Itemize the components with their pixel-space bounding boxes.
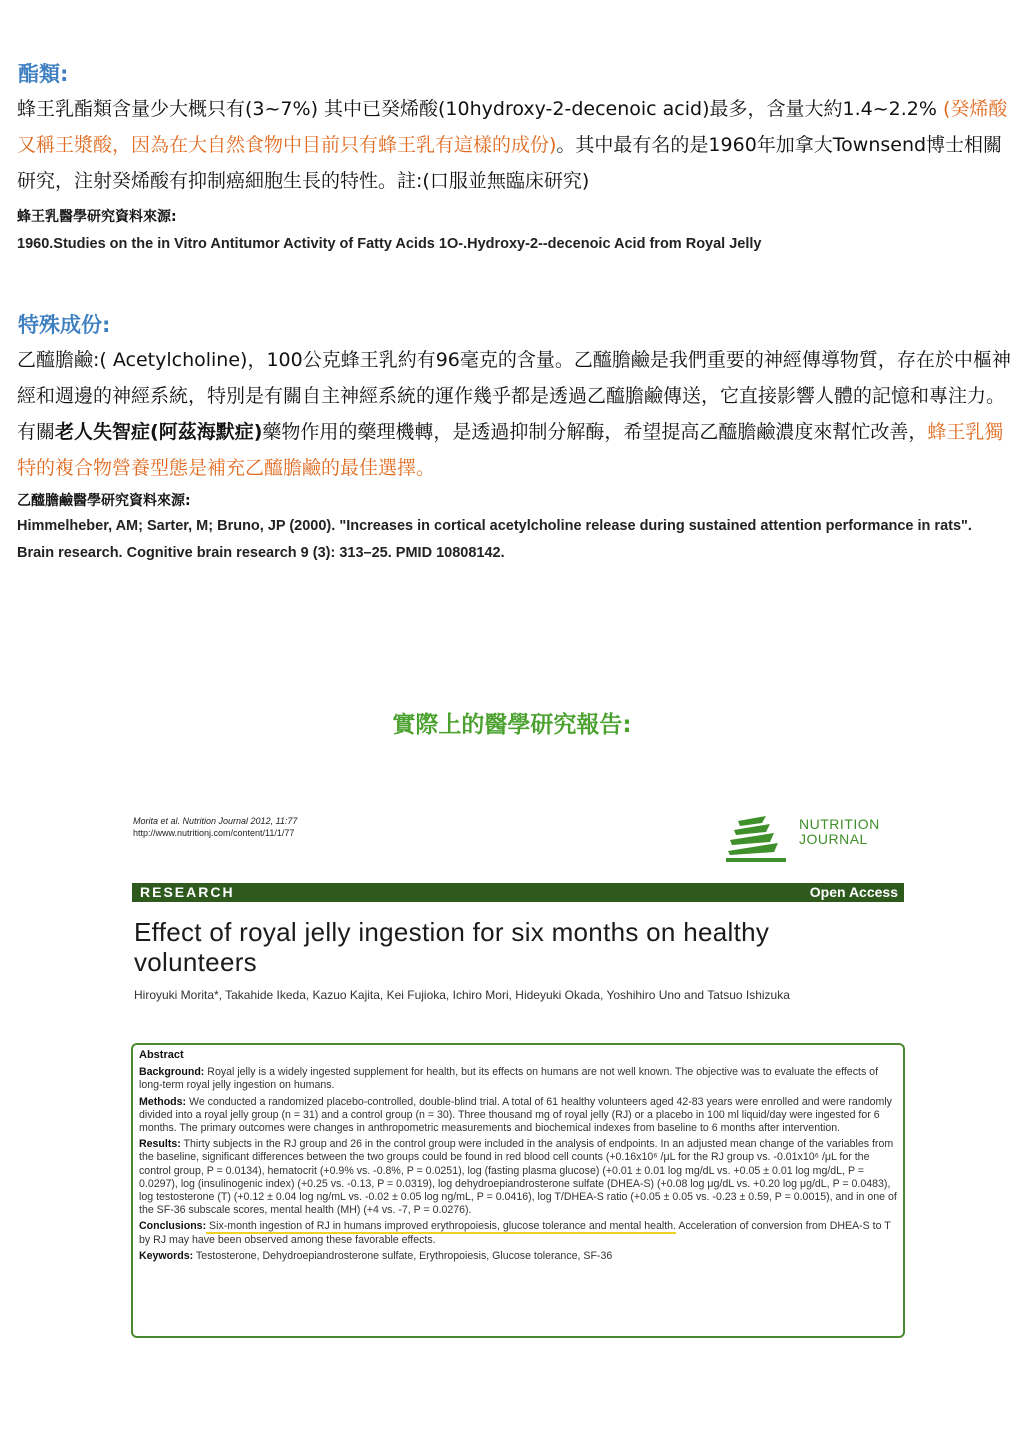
esters-text-a: 蜂王乳酯類含量少大概只有(3~7%) 其中已癸烯酸(10hydroxy-2-decenoic acid)最多，含量大約1.4~2.2%	[17, 98, 943, 120]
research-bar	[132, 883, 904, 902]
acetylcholine-text-highlight: 蜂王乳獨特的複合物營養型態是補充乙醯膽鹼的最佳選擇。	[17, 421, 1004, 479]
paper-authors: Hiroyuki Morita*, Takahide Ikeda, Kazuo Kajita, Kei Fujioka, Ichiro Mori, Hideyuki Okada, Yoshihiro Uno and Tatsuo Ishizuka	[134, 988, 790, 1002]
acetylcholine-text-b: 藥物作用的藥理機轉，是透過抑制分解酶，希望提高乙醯膽鹼濃度來幫忙改善，	[262, 421, 928, 443]
journal-name-line1: NUTRITION	[799, 816, 880, 832]
abstract-results	[139, 1138, 897, 1217]
section-heading-special: 特殊成份:	[18, 313, 111, 337]
background-text: Royal jelly is a widely ingested supplement for health, but its effects on humans are not well known. The objective was to evaluate the effects of long-term royal jelly ingestion on humans.	[139, 1066, 879, 1092]
keywords-text: Testosterone, Dehydroepiandrosterone sulfate, Erythropoiesis, Glucose tolerance, SF-36	[193, 1249, 613, 1262]
background-label: Background:	[139, 1066, 205, 1079]
abstract-conclusions	[139, 1220, 897, 1246]
abstract-heading: Abstract	[139, 1049, 184, 1061]
paper-citation: Morita et al. Nutrition Journal 2012, 11:77	[133, 816, 298, 826]
conclusions-highlight: Six-month ingestion of RJ in humans improved erythropoiesis, glucose tolerance and mental health.	[206, 1220, 677, 1233]
alzheimer-text: 老人失智症(阿茲海默症)	[55, 421, 263, 443]
esters-text-highlight: (癸烯酸又稱王漿酸，因為在大自然食物中目前只有蜂王乳有這樣的成份)	[17, 98, 1008, 156]
acetylcholine-source-label: 乙醯膽鹼醫學研究資料來源:	[17, 493, 191, 509]
paper-title: Effect of royal jelly ingestion for six months on healthy volunteers	[134, 917, 770, 977]
abstract-box	[131, 1043, 905, 1338]
esters-paragraph	[17, 91, 1012, 199]
keywords-label: Keywords:	[139, 1249, 194, 1262]
acetylcholine-reference: Himmelheber, AM; Sarter, M; Bruno, JP (2000). "Increases in cortical acetylcholine release during sustained attention performance in rats". Brain research. Cognitive brain research 9 (3): 313–25. PMID 10808142.	[17, 518, 972, 561]
open-access-label: Open Access	[809, 884, 898, 900]
esters-text-c: 。其中最有名的是1960年加拿大Townsend博士相關研究，注射癸烯酸有抑制癌細胞生長的特性。註:(口服並無臨床研究)	[17, 134, 1003, 192]
research-label: RESEARCH	[140, 884, 235, 900]
acetylcholine-text-a: 乙醯膽鹼:( Acetylcholine)，100公克蜂王乳約有96毫克的含量。乙醯膽鹼是我們重要的神經傳導物質，存在於中樞神經和週邊的神經系統，特別是有關自主神經系統的運作幾乎都是透過乙醯膽鹼傳送，它直接影響人體的記憶和專注力。有關	[17, 349, 1011, 443]
paper-url: http://www.nutritionj.com/content/11/1/77	[133, 828, 295, 838]
journal-name	[799, 817, 880, 847]
methods-label: Methods:	[139, 1095, 187, 1108]
journal-name-line2: JOURNAL	[799, 831, 868, 847]
conclusions-text: Acceleration of conversion from DHEA-S to T by RJ may have been observed among these favorable effects.	[139, 1220, 891, 1246]
esters-source-label: 蜂王乳醫學研究資料來源:	[17, 209, 177, 225]
conclusions-label: Conclusions:	[139, 1220, 207, 1233]
abstract-keywords	[139, 1250, 897, 1263]
paper-citation-block	[133, 815, 297, 839]
medical-report-heading: 實際上的醫學研究報告:	[392, 712, 632, 738]
abstract-background	[139, 1066, 897, 1092]
methods-text: We conducted a randomized placebo-controlled, double-blind trial. A total of 61 healthy volunteers aged 42-83 years were enrolled and were randomly divided into a royal jelly group (n = 31) and a control group (n = 30). Three thousand mg of royal jelly (RJ) or a placebo in 100 ml liquid/day were ingested for 6 months. The primary outcomes were changes in anthropometric measurements and biochemical indexes from baseline to 6 months after intervention.	[139, 1095, 892, 1135]
esters-reference: 1960.Studies on the in Vitro Antitumor Activity of Fatty Acids 1O-.Hydroxy-2--decenoic Acid from Royal Jelly	[17, 236, 762, 252]
section-heading-esters: 酯類:	[18, 62, 69, 86]
abstract-methods	[139, 1096, 897, 1136]
results-text: Thirty subjects in the RJ group and 26 in the control group were included in the analysis of endpoints. In an adjusted mean change of the variables from the baseline, significant differences between the two groups could be found in red blood cell counts (+0.16x10⁶ /μL for the RJ group vs. -0.01x10⁶ /μL for the control group, P = 0.0134), hematocrit (+0.9% vs. -0.8%, P = 0.0251), log (fasting plasma glucose) (+0.01 ± 0.01 log mg/dL vs. +0.05 ± 0.01 log mg/dL, P = 0.0297), log (insulinogenic index) (+0.25 vs. -0.13, P = 0.0319), log dehydroepiandrosterone sulfate (DHEA-S) (+0.08 log μg/dL vs. +0.20 log μg/dL, P = 0.0483), log testosterone (T) (+0.12 ± 0.04 log ng/mL vs. -0.02 ± 0.05 log ng/mL, P = 0.0416), log T/DHEA-S ratio (+0.05 ± 0.05 vs. -0.23 ± 0.59, P = 0.0015), and in one of the SF-36 subscale scores, mental health (MH) (+4 vs. -7, P = 0.0276).	[139, 1138, 897, 1217]
results-label: Results:	[139, 1138, 181, 1151]
acetylcholine-paragraph	[17, 342, 1012, 486]
